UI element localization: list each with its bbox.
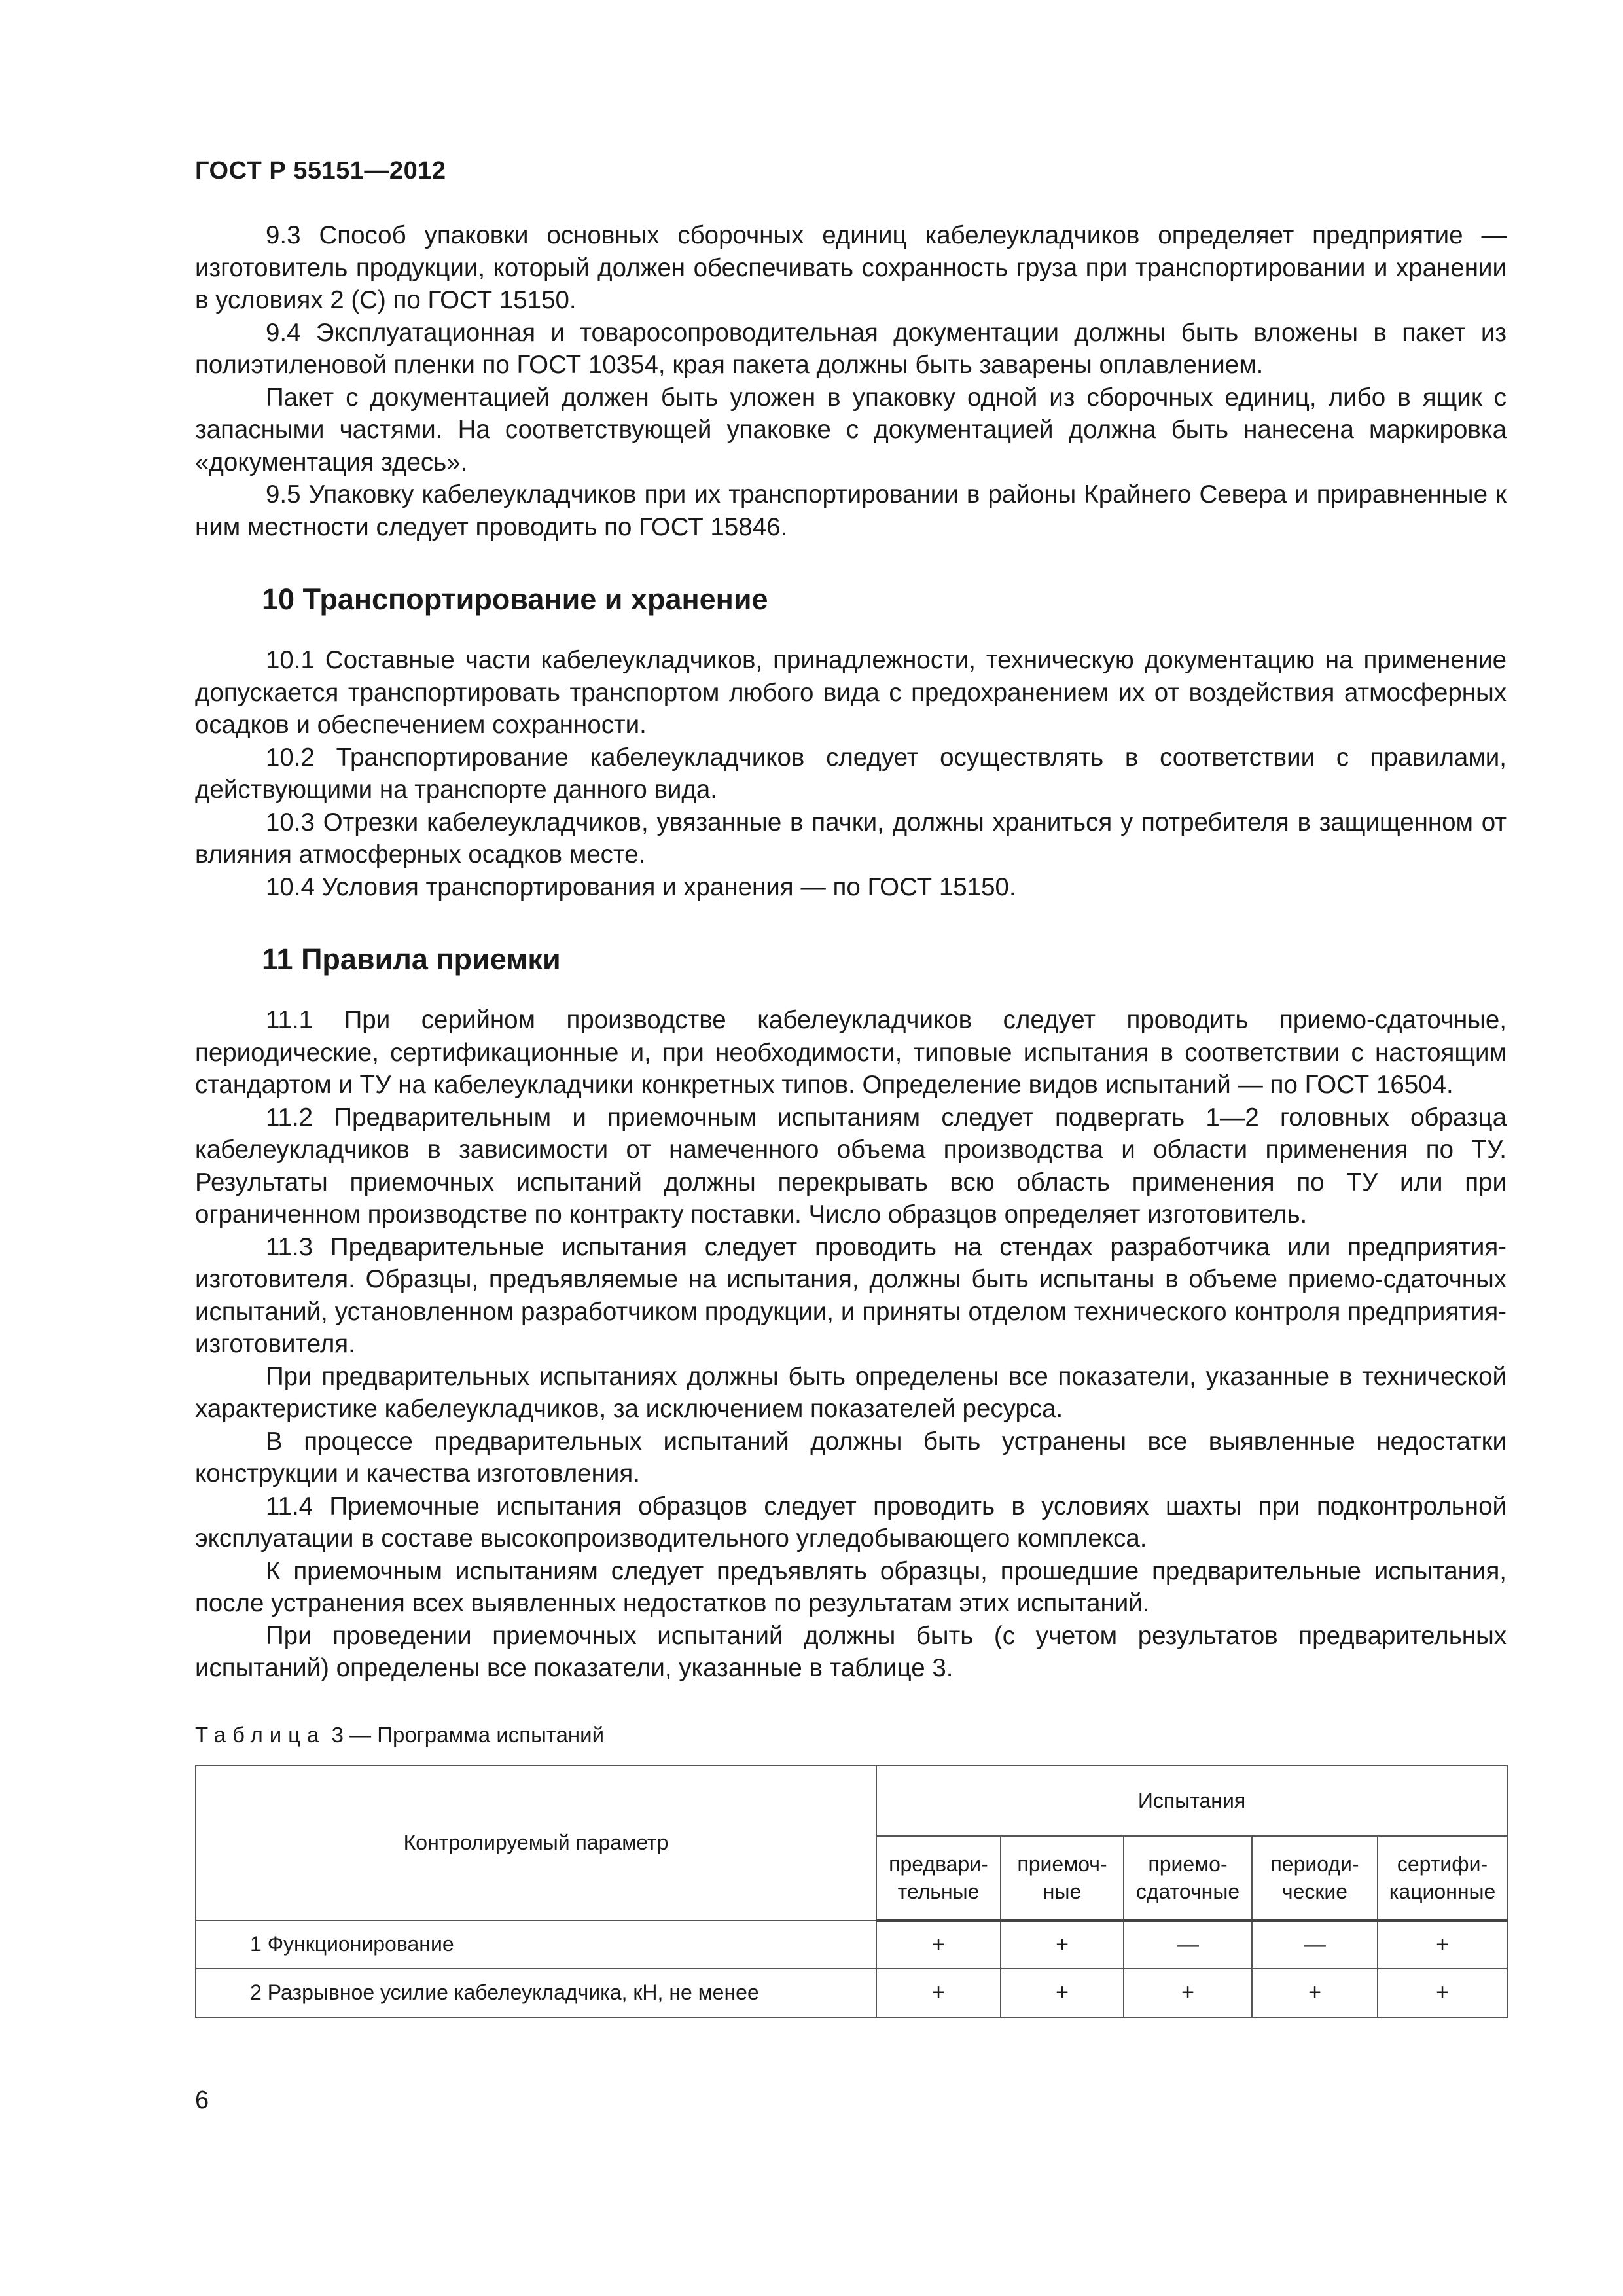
page-number: 6 [195,2087,209,2114]
row-mark: — [1124,1920,1252,1969]
table-caption-word: Таблица [195,1722,326,1747]
row-mark: + [1001,1920,1124,1969]
table-caption [195,1723,1507,1748]
header-preliminary: предвари- тельные [876,1836,1001,1920]
paragraph-9-3: 9.3 Способ упаковки основных сборочных единиц кабелеукладчиков определяет предприятие — изготовитель продукции, который должен обеспечивать сохранность груза при транспортировании и хранении в условиях 2 (С) по ГОСТ 15150. [195,221,1507,314]
document-code: ГОСТ Р 55151—2012 [195,157,446,185]
header-certification: сертифи- кационные [1378,1836,1507,1920]
paragraph-11-4-indicators: При проведении приемочных испытаний должны быть (с учетом результатов предварительных испытаний) определены все показатели, указанные в таблице 3. [195,1621,1507,1682]
row-mark: + [1378,1920,1507,1969]
header-acceptance: приемоч- ные [1001,1836,1124,1920]
row-parameter: 2 Разрывное усилие кабелеукладчика, кН, не менее [196,1969,876,2017]
row-mark: + [876,1920,1001,1969]
row-mark: + [1252,1969,1378,2017]
row-mark: + [1001,1969,1124,2017]
paragraph-9-4: 9.4 Эксплуатационная и товаросопроводительная документации должны быть вложены в пакет из полиэтиленовой пленки по ГОСТ 10354, края пакета должны быть заварены оплавлением. [195,318,1507,379]
paragraph-11-1: 11.1 При серийном производстве кабелеукладчиков следует проводить приемо-сдаточные, периодические, сертификационные и, при необходимости, типовые испытания в соответствии с настоящим стандартом и ТУ на кабелеукладчики конкретных типов. Определение видов испытаний — по ГОСТ 16504. [195,1006,1507,1099]
table-row [196,1969,1507,2017]
header-periodic: периоди- ческие [1252,1836,1378,1920]
paragraph-10-2: 10.2 Транспортирование кабелеукладчиков следует осуществлять в соответствии с правилами, действующими на транспорте данного вида. [195,743,1507,804]
row-mark: + [1378,1969,1507,2017]
table-caption-text: 3 — Программа испытаний [331,1722,605,1747]
paragraph-11-2: 11.2 Предварительным и приемочным испытаниям следует подвергать 1—2 головных образца кабелеукладчиков в зависимости от намеченного объема производства и области применения по ТУ. Результаты приемочных испытаний должны перекрывать всю область применения по ТУ или при ограниченном производстве по контракту поставки. Число образцов определяет изготовитель. [195,1103,1507,1229]
paragraph-11-3-defects: В процессе предварительных испытаний должны быть устранены все выявленные недостатки конструкции и качества изготовления. [195,1427,1507,1488]
section-11 [195,1004,1507,1685]
header-delivery-acceptance: приемо- сдаточные [1124,1836,1252,1920]
table-row [196,1920,1507,1969]
paragraph-10-3: 10.3 Отрезки кабелеукладчиков, увязанные в пачки, должны храниться у потребителя в защищенном от влияния атмосферных осадков месте. [195,808,1507,869]
section-11-title: 11 Правила приемки [262,942,561,976]
paragraph-9-4-package: Пакет с документацией должен быть уложен в упаковку одной из сборочных единиц, либо в ящик с запасными частями. На соответствующей упаковке с документацией должна быть нанесена маркировка «документация здесь». [195,383,1507,476]
document-page [195,157,1507,2018]
paragraph-10-1: 10.1 Составные части кабелеукладчиков, принадлежности, техническую документацию на применение допускается транспортировать транспортом любого вида с предохранением их от воздействия атмосферных осадков и обеспечением сохранности. [195,646,1507,739]
section-10 [195,644,1507,903]
paragraph-11-3: 11.3 Предварительные испытания следует проводить на стендах разработчика или предприятия-изготовителя. Образцы, предъявляемые на испытания, должны быть испытаны в объеме приемо-сдаточных испытаний, установленном разработчиком продукции, и приняты отделом технического контроля предприятия-изготовителя. [195,1232,1507,1358]
header-controlled-parameter: Контролируемый параметр [196,1765,876,1920]
paragraph-9-5: 9.5 Упаковку кабелеукладчиков при их транспортировании в районы Крайнего Севера и приравненные к ним местности следует проводить по ГОСТ 15846. [195,480,1507,541]
paragraph-11-4-samples: К приемочным испытаниям следует предъявлять образцы, прошедшие предварительные испытания, после устранения всех выявленных недостатков по результатам этих испытаний. [195,1556,1507,1617]
header-tests: Испытания [876,1765,1507,1836]
row-parameter: 1 Функционирование [196,1920,876,1969]
section-10-title: 10 Транспортирование и хранение [262,583,768,616]
row-mark: + [1124,1969,1252,2017]
paragraph-11-4: 11.4 Приемочные испытания образцов следует проводить в условиях шахты при подконтрольной эксплуатации в составе высокопроизводительного угледобывающего комплекса. [195,1492,1507,1552]
row-mark: + [876,1969,1001,2017]
paragraph-11-3-prelim: При предварительных испытаниях должны быть определены все показатели, указанные в технической характеристике кабелеукладчиков, за исключением показателей ресурса. [195,1362,1507,1423]
paragraph-10-4: 10.4 Условия транспортирования и хранения — по ГОСТ 15150. [266,872,1016,901]
test-program-table [195,1765,1508,2018]
row-mark: — [1252,1920,1378,1969]
section-9 [195,219,1507,543]
